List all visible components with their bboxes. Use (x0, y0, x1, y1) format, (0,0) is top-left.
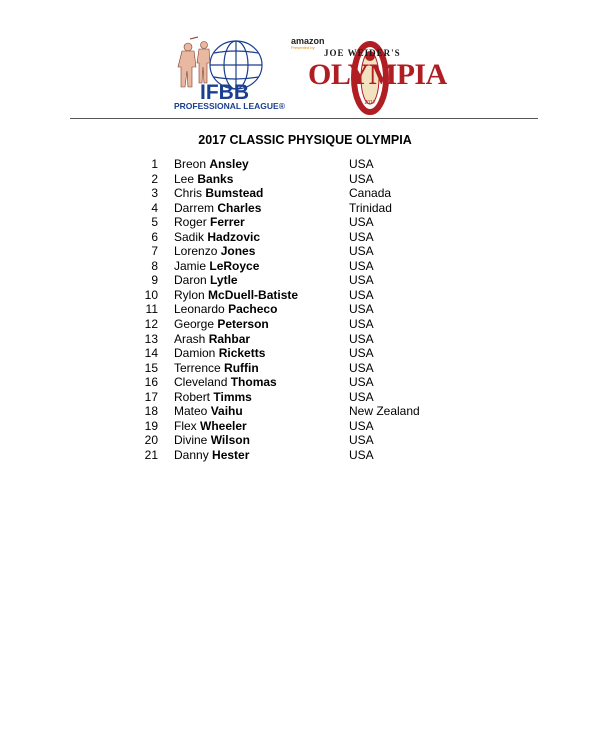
competitor-number: 15 (144, 360, 158, 375)
competitor-name (174, 433, 250, 448)
competitor-number: 19 (144, 418, 158, 433)
olympia-logo-text: OLYMPIA (308, 58, 447, 91)
competitor-country: USA (349, 346, 374, 361)
competitor-country: USA (349, 375, 374, 390)
competitor-name (174, 361, 259, 376)
competitor-country: USA (349, 229, 374, 244)
competitor-country: USA (349, 244, 374, 259)
competitor-number: 5 (151, 215, 158, 230)
competitor-last-name: Ansley (209, 157, 249, 171)
competitor-number: 7 (151, 244, 158, 259)
competitor-name (174, 288, 298, 303)
competitor-first-name: Damion (174, 346, 216, 361)
competitor-first-name: Breon (174, 157, 207, 171)
competitor-last-name: Banks (197, 171, 234, 186)
competitor-country: New Zealand (349, 404, 420, 419)
competitor-first-name: Daron (174, 273, 207, 288)
competitor-name (174, 273, 238, 288)
competitor-first-name: Lee (174, 171, 195, 186)
competitor-country: USA (349, 433, 374, 448)
competitor-name (174, 259, 259, 274)
competitor-number: 3 (151, 186, 158, 201)
competitor-last-name: Rahbar (208, 331, 251, 346)
ifbb-logo (168, 35, 285, 113)
competitor-first-name: Darrem (174, 200, 215, 215)
competitor-first-name: Mateo (174, 404, 208, 419)
competitor-country: USA (349, 287, 374, 302)
competitor-first-name: Rylon (174, 287, 205, 302)
competitor-last-name: Timms (213, 389, 252, 404)
competitor-number: 9 (151, 273, 158, 288)
competitor-first-name: Divine (174, 433, 208, 448)
competitor-last-name: Pacheco (228, 302, 278, 317)
olympia-logo (288, 30, 447, 120)
competitor-number: 21 (144, 447, 158, 462)
competitor-name (174, 215, 245, 230)
competitor-first-name: Danny (174, 447, 209, 462)
header-divider (70, 118, 538, 119)
competitor-first-name: Robert (174, 389, 211, 404)
competitor-first-name: Arash (174, 331, 206, 346)
competitor-last-name: Hester (212, 447, 250, 462)
competitor-first-name: Chris (174, 186, 203, 201)
competitor-name (174, 317, 269, 332)
competitor-number: 20 (144, 433, 158, 448)
competitor-last-name: Ferrer (210, 215, 245, 230)
competitor-name (174, 404, 243, 419)
competitor-name (174, 346, 265, 361)
competitor-last-name: McDuell-Batiste (208, 287, 299, 302)
competitor-name (174, 230, 260, 245)
competitor-number: 2 (151, 171, 158, 186)
competitor-last-name: Thomas (230, 375, 277, 390)
ifbb-logo-subtext: PROFESSIONAL LEAGUE® (174, 101, 285, 111)
competitor-first-name: Lorenzo (174, 244, 218, 259)
competitor-last-name: Ruffin (224, 360, 259, 375)
competitor-country: USA (349, 157, 374, 171)
competitor-first-name: Roger (174, 215, 207, 230)
olympia-tagline: JOE WEIDER'S (324, 48, 401, 58)
competitor-country: USA (349, 215, 374, 230)
competitor-number: 11 (145, 302, 158, 317)
competitor-number: 13 (144, 331, 158, 346)
competitor-last-name: Peterson (217, 317, 269, 332)
competitor-number: 18 (144, 404, 158, 419)
competitor-name (174, 390, 252, 405)
competitor-first-name: Terrence (174, 360, 221, 375)
competitor-name (174, 332, 250, 347)
competitor-number: 16 (144, 375, 158, 390)
competitor-country: Trinidad (349, 200, 392, 215)
competitor-last-name: Bumstead (205, 186, 264, 201)
competitor-country: USA (349, 360, 374, 375)
competitor-last-name: Lytle (210, 273, 238, 288)
competitor-first-name: Jamie (174, 258, 207, 273)
competitor-number: 12 (144, 317, 158, 332)
amazon-sponsor-text: amazon (291, 36, 325, 46)
competitor-first-name: Flex (174, 418, 197, 433)
competitor-first-name: Leonardo (174, 302, 225, 317)
competitor-name (174, 172, 233, 187)
competitor-country: USA (349, 273, 374, 288)
competitor-number: 17 (144, 389, 158, 404)
competitor-last-name: Jones (220, 244, 256, 259)
competitor-name (174, 375, 277, 390)
document-title: 2017 CLASSIC PHYSIQUE OLYMPIA (198, 133, 412, 147)
competitor-last-name: Ricketts (218, 346, 266, 361)
competitor-country: USA (349, 389, 374, 404)
competitor-number: 4 (151, 200, 158, 215)
sponsor-subtext: Presented by (291, 45, 315, 50)
ifbb-logo-text: IFBB (200, 81, 249, 104)
competitor-name (174, 186, 263, 201)
competitor-name (174, 302, 277, 317)
competitor-country: USA (349, 331, 374, 346)
competitor-name (174, 157, 249, 172)
competitor-last-name: LeRoyce (209, 258, 260, 273)
competitor-country: USA (349, 317, 374, 332)
competitor-number: 8 (151, 258, 158, 273)
competitor-number: 10 (144, 287, 158, 302)
competitor-name (174, 419, 247, 434)
competitor-name (174, 448, 249, 463)
competitor-first-name: Sadik (174, 229, 205, 244)
competitor-country: Canada (349, 186, 392, 201)
competitor-number: 1 (151, 157, 158, 171)
competitor-last-name: Wilson (210, 433, 250, 448)
competitor-number: 14 (144, 346, 158, 361)
competitor-last-name: Vaihu (210, 404, 243, 419)
competitor-first-name: George (174, 317, 215, 332)
competitor-country: USA (349, 447, 374, 462)
competitor-number: 6 (151, 229, 158, 244)
competitor-country: USA (349, 418, 374, 433)
competitor-country: USA (349, 171, 374, 186)
competitor-last-name: Charles (217, 200, 262, 215)
svg-text:2017: 2017 (364, 100, 376, 106)
competitor-country: USA (349, 302, 374, 317)
competitor-name (174, 201, 261, 216)
competitor-last-name: Wheeler (200, 418, 247, 433)
competitor-first-name: Cleveland (174, 375, 228, 390)
competitor-country: USA (349, 258, 374, 273)
competitor-name (174, 244, 255, 259)
competitor-last-name: Hadzovic (207, 229, 261, 244)
